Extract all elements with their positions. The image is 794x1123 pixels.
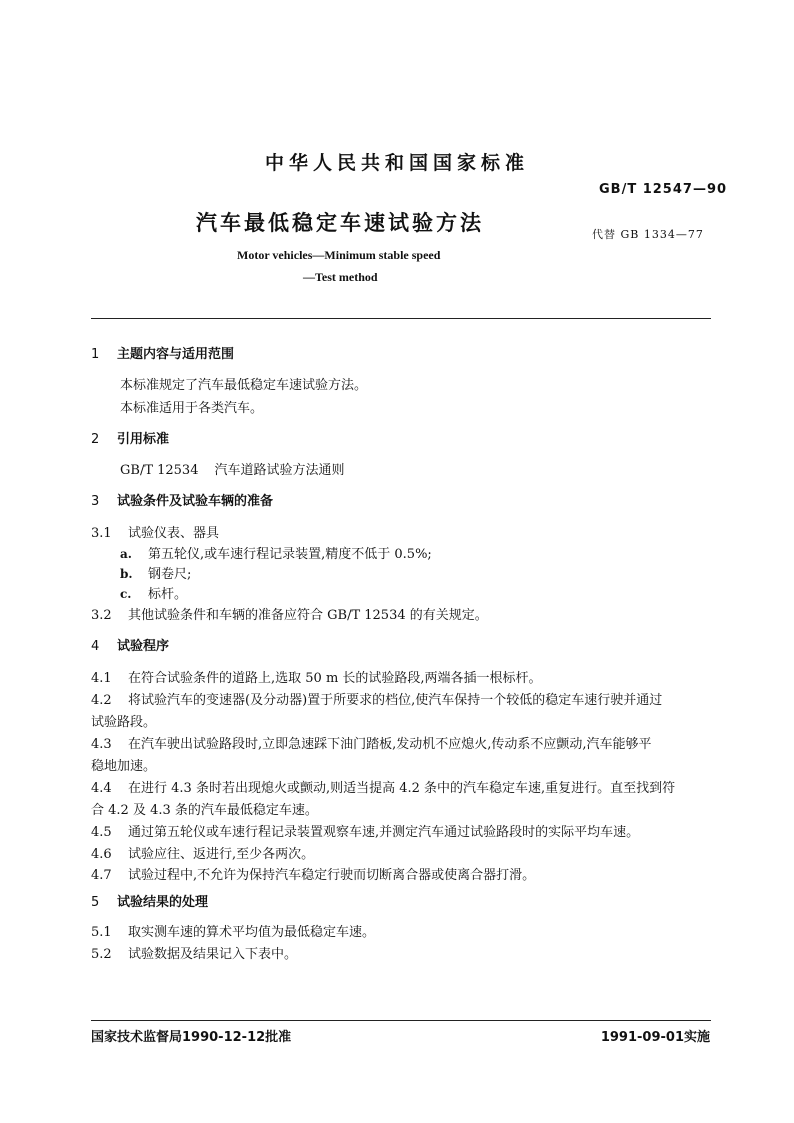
reference-standard xyxy=(120,459,345,478)
clause-text: 其他试验条件和车辆的准备应符合 GB/T 12534 的有关规定。 xyxy=(128,608,488,623)
section-title: 试验条件及试验车辆的准备 xyxy=(117,494,274,509)
section-5-heading xyxy=(91,891,208,910)
clause-text: 在符合试验条件的道路上,选取 50 m 长的试验路段,两端各插一根标杆。 xyxy=(128,671,542,686)
reference-code: GB/T 12534 xyxy=(120,463,199,478)
section-number: 3 xyxy=(91,494,100,509)
section-title: 试验结果的处理 xyxy=(117,895,209,910)
english-title-line2: —Test method xyxy=(303,270,378,284)
clause-4-7 xyxy=(91,864,535,883)
english-title-line1: Motor vehicles—Minimum stable speed xyxy=(237,248,441,262)
list-text: 钢卷尺; xyxy=(148,567,192,582)
list-text: 标杆。 xyxy=(148,587,188,602)
section-1-paragraph-2: 本标准适用于各类汽车。 xyxy=(120,401,264,416)
section-2-heading xyxy=(91,428,169,447)
clause-text: 通过第五轮仪或车速行程记录装置观察车速,并测定汽车通过试验路段时的实际平均车速。 xyxy=(128,825,640,840)
section-1-heading xyxy=(91,343,234,362)
clause-4-2-continued: 试验路段。 xyxy=(91,715,157,730)
footer-divider xyxy=(91,1020,711,1021)
clause-5-1 xyxy=(91,921,375,940)
list-label: b. xyxy=(120,567,133,581)
replaces-note: 代替 GB 1334—77 xyxy=(592,228,704,241)
section-title: 试验程序 xyxy=(117,639,170,654)
clause-text: 取实测车速的算术平均值为最低稳定车速。 xyxy=(128,925,376,940)
clause-number: 3.2 xyxy=(91,608,112,623)
section-number: 5 xyxy=(91,895,100,910)
clause-4-1 xyxy=(91,667,542,686)
header-divider xyxy=(91,318,711,319)
clause-number: 4.1 xyxy=(91,671,112,686)
clause-3-2 xyxy=(91,604,488,623)
list-item-a xyxy=(120,543,432,562)
approval-line: 国家技术监督局1990-12-12批准 xyxy=(91,1030,292,1045)
clause-4-2 xyxy=(91,689,662,708)
clause-number: 4.3 xyxy=(91,737,112,752)
clause-4-6 xyxy=(91,843,314,862)
list-item-b xyxy=(120,563,191,582)
clause-text: 在进行 4.3 条时若出现熄火或颤动,则适当提高 4.2 条中的汽车稳定车速,重复进行。直至找到符 xyxy=(128,781,676,796)
clause-number: 5.1 xyxy=(91,925,112,940)
implementation-date: 1991-09-01实施 xyxy=(600,1030,710,1045)
clause-text: 试验过程中,不允许为保持汽车稳定行驶而切断离合器或使离合器打滑。 xyxy=(128,868,536,883)
clause-number: 4.4 xyxy=(91,781,112,796)
reference-title: 汽车道路试验方法通则 xyxy=(214,463,345,478)
list-item-c xyxy=(120,583,187,602)
list-text: 第五轮仪,或车速行程记录装置,精度不低于 0.5%; xyxy=(148,547,432,562)
standard-code: GB/T 12547—90 xyxy=(599,182,728,197)
clause-number: 4.7 xyxy=(91,868,112,883)
clause-number: 5.2 xyxy=(91,947,112,962)
clause-4-4-continued: 合 4.2 及 4.3 条的汽车最低稳定车速。 xyxy=(91,803,318,818)
list-label: c. xyxy=(120,587,132,601)
clause-number: 4.2 xyxy=(91,693,112,708)
section-number: 1 xyxy=(91,347,100,362)
clause-number: 3.1 xyxy=(91,526,112,541)
clause-number: 4.6 xyxy=(91,847,112,862)
document-title: 汽车最低稳定车速试验方法 xyxy=(196,211,484,235)
clause-5-2 xyxy=(91,943,297,962)
clause-3-1 xyxy=(91,522,219,541)
section-1-paragraph-1: 本标准规定了汽车最低稳定车速试验方法。 xyxy=(120,378,368,393)
national-standard-heading: 中华人民共和国国家标准 xyxy=(264,152,529,174)
clause-4-3-continued: 稳地加速。 xyxy=(91,759,157,774)
clause-4-4 xyxy=(91,777,675,796)
clause-4-5 xyxy=(91,821,639,840)
clause-text: 在汽车驶出试验路段时,立即急速踩下油门踏板,发动机不应熄火,传动系不应颤动,汽车能够平 xyxy=(128,737,652,752)
section-title: 引用标准 xyxy=(117,432,170,447)
clause-number: 4.5 xyxy=(91,825,112,840)
section-3-heading xyxy=(91,490,273,509)
section-title: 主题内容与适用范围 xyxy=(117,347,235,362)
clause-text: 试验仪表、器具 xyxy=(128,526,220,541)
clause-text: 将试验汽车的变速器(及分动器)置于所要求的档位,使汽车保持一个较低的稳定车速行驶并通过 xyxy=(128,693,663,708)
section-number: 4 xyxy=(91,639,100,654)
clause-text: 试验应往、返进行,至少各两次。 xyxy=(128,847,315,862)
section-4-heading xyxy=(91,635,169,654)
clause-text: 试验数据及结果记入下表中。 xyxy=(128,947,298,962)
list-label: a. xyxy=(120,547,132,561)
clause-4-3 xyxy=(91,733,652,752)
section-number: 2 xyxy=(91,432,100,447)
